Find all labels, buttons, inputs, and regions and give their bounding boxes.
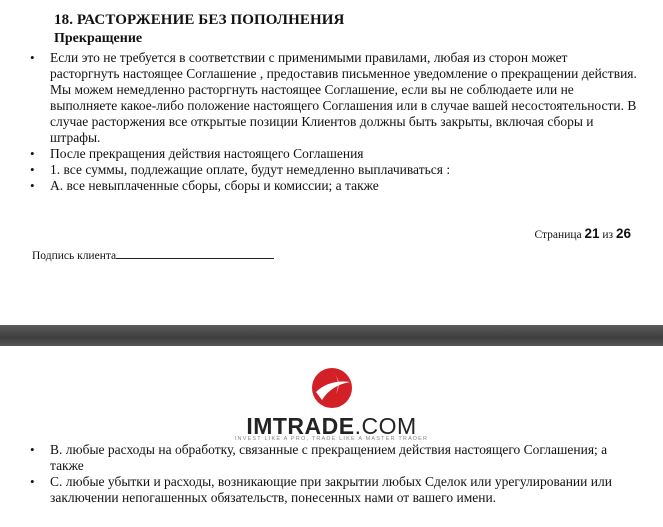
signature-label: Подпись клиента — [32, 250, 117, 262]
page-label-prefix: Страница — [534, 229, 582, 241]
list-item — [30, 474, 640, 506]
bullet-icon: • — [30, 178, 35, 193]
bottom-bullet-list — [30, 442, 640, 506]
subsection-title: Прекращение — [54, 31, 143, 46]
list-item — [30, 162, 640, 178]
bullet-icon: • — [30, 162, 35, 177]
signature-field — [32, 248, 274, 262]
list-item-text: С. любые убытки и расходы, возникающие при закрытии любых Сделок или урегулировании или заключении непогашенных обязательств, понесенных нами от вашего имени. — [50, 474, 612, 505]
list-item-text: Если это не требуется в соответствии с применимыми правилами, любая из сторон может расторгнуть настоящее Соглашение , предоставив письменное уведомление о прекращении действия. Мы можем немедленно расторгнуть настоящее Соглашение, если вы не соблюдаете или не выполняете какое-либо положение настоящего Соглашения или в случае вашей несостоятельности. В случае расторжения все открытые позиции Клиентов должны быть закрыты, включая сборы и штрафы. — [50, 50, 637, 145]
list-item — [30, 146, 640, 162]
page-divider — [0, 325, 663, 346]
page-total: 26 — [615, 226, 631, 241]
page-current: 21 — [584, 226, 600, 241]
list-item-text: В. любые расходы на обработку, связанные с прекращением действия настоящего Соглашения; а также — [50, 442, 608, 473]
brand-suffix: .COM — [354, 413, 417, 439]
list-item-text: 1. все суммы, подлежащие оплате, будут немедленно выплачиваться : — [50, 162, 451, 177]
brand-wordmark: IMTRADE — [246, 413, 355, 439]
page-number — [535, 226, 632, 241]
circle-swoosh-logo-icon — [310, 366, 354, 410]
signature-line — [116, 248, 274, 259]
bullet-icon: • — [30, 474, 35, 489]
list-item — [30, 442, 640, 474]
page-label-middle: из — [602, 229, 614, 241]
brand-tagline: INVEST LIKE A PRO, TRADE LIKE A MASTER TRADER — [234, 436, 429, 442]
section-title: 18. РАСТОРЖЕНИЕ БЕЗ ПОПОЛНЕНИЯ — [54, 12, 345, 28]
list-item-text: После прекращения действия настоящего Соглашения — [50, 146, 364, 161]
list-item-text: А. все невыплаченные сборы, сборы и комиссии; а также — [50, 178, 379, 193]
list-item — [30, 178, 640, 194]
bullet-icon: • — [30, 146, 35, 161]
bullet-icon: • — [30, 50, 35, 65]
top-bullet-list — [30, 50, 640, 194]
list-item — [30, 50, 640, 146]
bullet-icon: • — [30, 442, 35, 457]
